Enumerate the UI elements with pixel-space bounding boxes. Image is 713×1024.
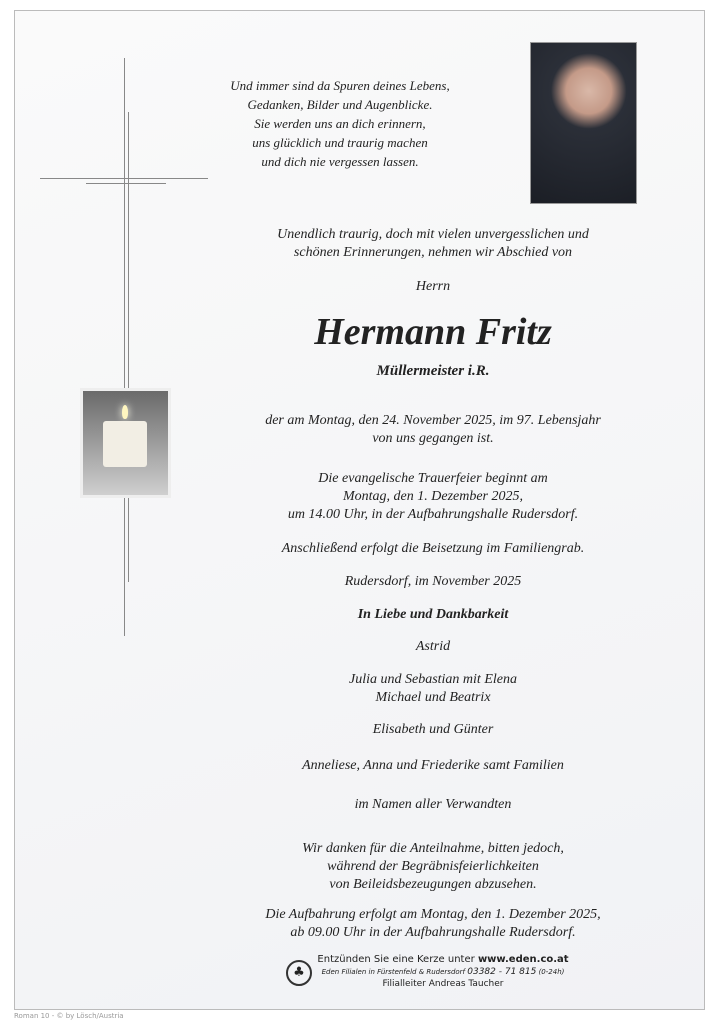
poem-line: uns glücklich und traurig machen	[252, 135, 428, 150]
eden-tree-logo-icon: ♣	[286, 960, 312, 986]
mourner: Elisabeth und Günter	[372, 722, 494, 737]
poem	[225, 76, 455, 171]
eden-url: www.eden.co.at	[477, 954, 569, 965]
poem-line: Gedanken, Bilder und Augenblicke.	[247, 97, 433, 112]
portrait-photo	[530, 42, 637, 204]
eden-info	[313, 954, 573, 989]
eden-candle-text: Entzünden Sie eine Kerze unter	[317, 954, 478, 965]
mourner: im Namen aller Verwandten	[354, 797, 512, 812]
intro-line: Unendlich traurig, doch mit vielen unvergesslichen und	[277, 227, 589, 242]
viewing-line: ab 09.00 Uhr in der Aufbahrungshalle Rudersdorf.	[290, 925, 576, 940]
poem-line: Und immer sind da Spuren deines Lebens,	[230, 78, 450, 93]
footer-credit: Roman 10 - © by Lösch/Austria	[14, 1012, 124, 1020]
burial-text: Anschließend erfolgt die Beisetzung im Familiengrab.	[281, 541, 585, 556]
love-line: In Liebe und Dankbarkeit	[357, 607, 509, 622]
candle-image	[80, 388, 171, 498]
mourner: Michael und Beatrix	[375, 690, 491, 705]
ceremony-line: Montag, den 1. Dezember 2025,	[342, 489, 524, 504]
mourner: Anneliese, Anna und Friederike samt Familien	[302, 758, 564, 773]
intro-line: schönen Erinnerungen, nehmen wir Abschied von	[293, 245, 573, 260]
eden-hours: (0-24h)	[538, 968, 565, 976]
eden-manager: Filialleiter Andreas Taucher	[382, 979, 504, 989]
salutation: Herrn	[415, 279, 451, 294]
eden-branches: Eden Filialen in Fürstenfeld & Rudersdorf	[321, 968, 468, 976]
thanks-line: von Beileidsbezeugungen abzusehen.	[329, 877, 537, 892]
place-date: Rudersdorf, im November 2025	[344, 574, 522, 589]
eden-phone: 03382 - 71 815	[467, 967, 537, 977]
ceremony-line: Die evangelische Trauerfeier beginnt am	[318, 471, 548, 486]
ceremony-line: um 14.00 Uhr, in der Aufbahrungshalle Rudersdorf.	[287, 507, 579, 522]
poem-line: Sie werden uns an dich erinnern,	[254, 116, 426, 131]
deceased-title: Müllermeister i.R.	[376, 363, 490, 379]
thanks-line: Wir danken für die Anteilnahme, bitten jedoch,	[302, 841, 564, 856]
mourner: Julia und Sebastian mit Elena	[349, 672, 517, 687]
thanks-line: während der Begräbnisfeierlichkeiten	[327, 859, 539, 874]
viewing-line: Die Aufbahrung erfolgt am Montag, den 1. Dezember 2025,	[265, 907, 601, 922]
mourner: Astrid	[415, 639, 451, 654]
death-line: von uns gegangen ist.	[372, 431, 494, 446]
poem-line: und dich nie vergessen lassen.	[261, 154, 419, 169]
death-line: der am Montag, den 24. November 2025, im 97. Lebensjahr	[265, 413, 601, 428]
deceased-name: Hermann Fritz	[314, 311, 552, 353]
